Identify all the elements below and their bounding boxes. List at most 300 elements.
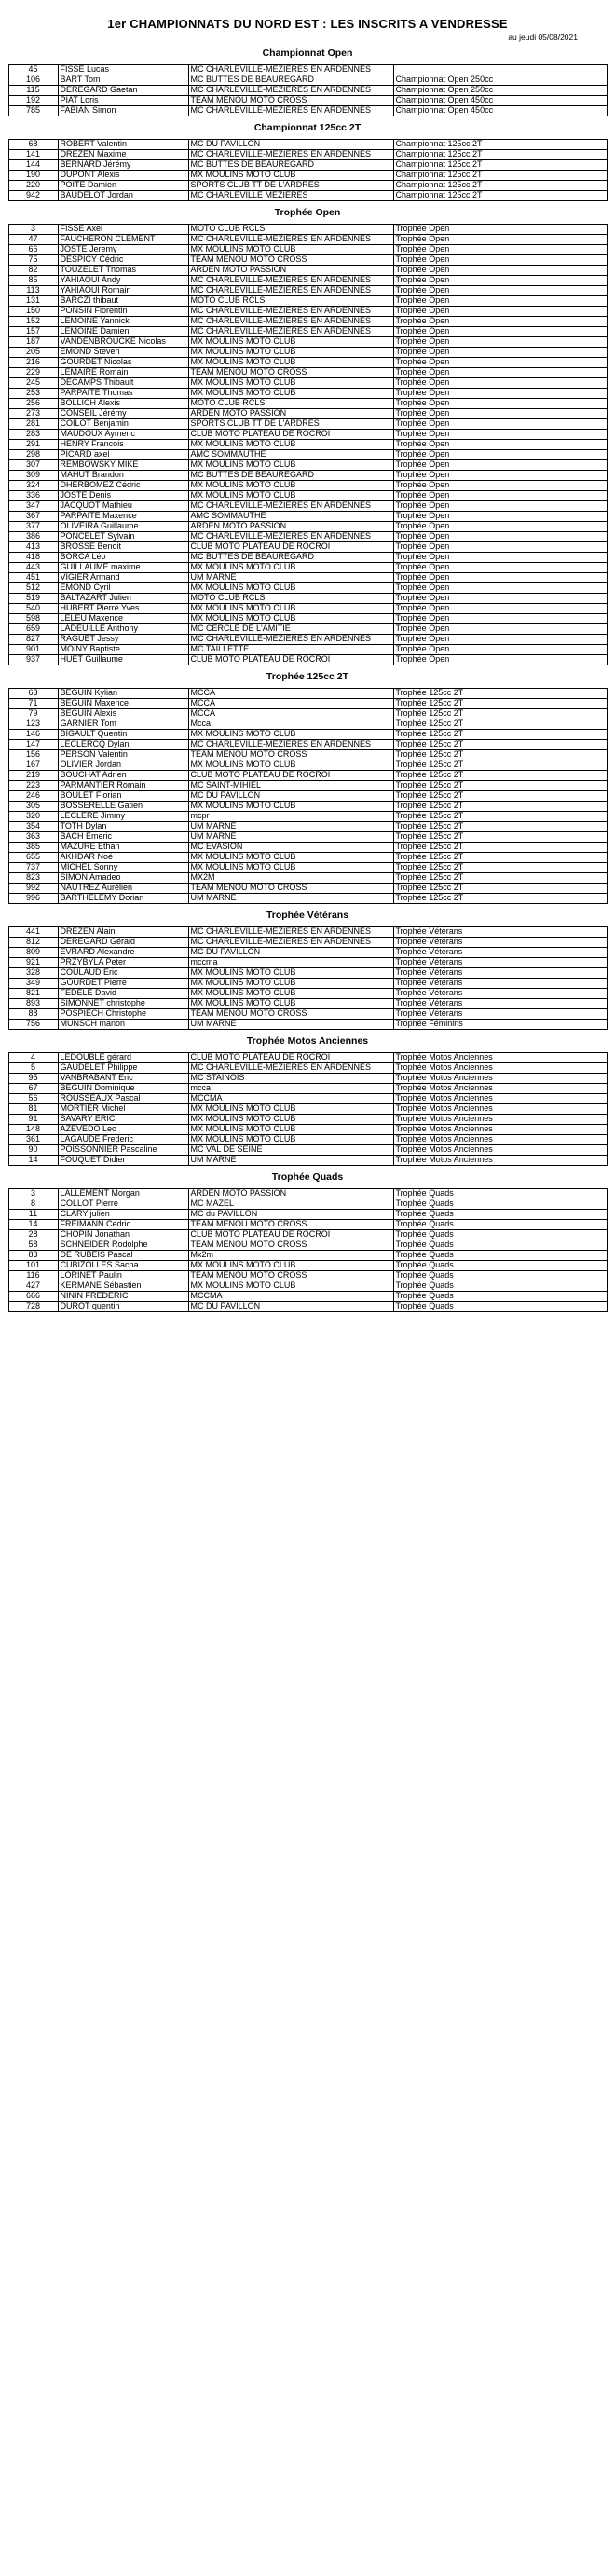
rider-number-cell: 756 bbox=[8, 1020, 58, 1030]
table-row bbox=[8, 689, 607, 699]
table-row bbox=[8, 378, 607, 389]
club-cell: ARDEN MOTO PASSION bbox=[188, 1189, 393, 1199]
table-row bbox=[8, 419, 607, 430]
rider-number-cell: 655 bbox=[8, 853, 58, 863]
rider-name-cell: PIAT Loris bbox=[58, 96, 188, 106]
rider-name-cell: EMOND Cyril bbox=[58, 583, 188, 594]
table-row bbox=[8, 1220, 607, 1230]
club-cell: mcca bbox=[188, 1084, 393, 1094]
rider-name-cell: POITE Damien bbox=[58, 181, 188, 191]
rider-number-cell: 386 bbox=[8, 532, 58, 542]
table-row bbox=[8, 150, 607, 160]
table-row bbox=[8, 1104, 607, 1115]
rider-number-cell: 324 bbox=[8, 481, 58, 491]
club-cell: MX MOULINS MOTO CLUB bbox=[188, 481, 393, 491]
rider-name-cell: DE RUBEIS Pascal bbox=[58, 1251, 188, 1261]
table-row bbox=[8, 501, 607, 512]
table-row bbox=[8, 553, 607, 563]
table-row bbox=[8, 471, 607, 481]
rider-name-cell: MOINY Baptiste bbox=[58, 645, 188, 655]
table-row bbox=[8, 245, 607, 255]
rider-number-cell: 14 bbox=[8, 1220, 58, 1230]
club-cell: MX MOULINS MOTO CLUB bbox=[188, 491, 393, 501]
rider-name-cell: EVRARD Alexandre bbox=[58, 948, 188, 958]
rider-name-cell: EMOND Steven bbox=[58, 348, 188, 358]
table-row bbox=[8, 1125, 607, 1135]
club-cell: MX MOULINS MOTO CLUB bbox=[188, 760, 393, 771]
rider-number-cell: 598 bbox=[8, 614, 58, 624]
club-cell: ARDEN MOTO PASSION bbox=[188, 409, 393, 419]
rider-number-cell: 441 bbox=[8, 927, 58, 938]
rider-name-cell: MUNSCH manon bbox=[58, 1020, 188, 1030]
club-cell: MX MOULINS MOTO CLUB bbox=[188, 460, 393, 471]
rider-number-cell: 192 bbox=[8, 96, 58, 106]
rider-name-cell: FOUQUET Didier bbox=[58, 1156, 188, 1166]
rider-number-cell: 115 bbox=[8, 86, 58, 96]
table-row bbox=[8, 624, 607, 635]
rider-name-cell: BORCA Léo bbox=[58, 553, 188, 563]
club-cell: MX MOULINS MOTO CLUB bbox=[188, 1261, 393, 1271]
rider-number-cell: 336 bbox=[8, 491, 58, 501]
category-cell: Trophée Open bbox=[393, 255, 607, 266]
registrations-table bbox=[8, 1188, 608, 1312]
club-cell: CLUB MOTO PLATEAU DE ROCROI bbox=[188, 1230, 393, 1240]
category-cell: Trophée Quads bbox=[393, 1281, 607, 1292]
category-cell: Trophée Open bbox=[393, 317, 607, 327]
table-row bbox=[8, 522, 607, 532]
club-cell: MC CHARLEVILLE-MEZIERES EN ARDENNES bbox=[188, 938, 393, 948]
category-cell: Trophée 125cc 2T bbox=[393, 791, 607, 802]
club-cell: MC EVASION bbox=[188, 843, 393, 853]
rider-number-cell: 229 bbox=[8, 368, 58, 378]
rider-name-cell: POSPIECH Christophe bbox=[58, 1009, 188, 1020]
club-cell: MX MOULINS MOTO CLUB bbox=[188, 583, 393, 594]
table-row bbox=[8, 1199, 607, 1210]
rider-name-cell: ROUSSEAUX Pascal bbox=[58, 1094, 188, 1104]
rider-number-cell: 3 bbox=[8, 225, 58, 235]
club-cell: MC CHARLEVILLE-MEZIERES EN ARDENNES bbox=[188, 65, 393, 75]
rider-name-cell: BARCZI thibaut bbox=[58, 296, 188, 307]
club-cell: MX MOULINS MOTO CLUB bbox=[188, 1135, 393, 1145]
table-row bbox=[8, 106, 607, 116]
rider-name-cell: SIMONNET christophe bbox=[58, 999, 188, 1009]
rider-name-cell: JOSTE Denis bbox=[58, 491, 188, 501]
club-cell: MC CHARLEVILLE-MEZIERES EN ARDENNES bbox=[188, 327, 393, 337]
table-row bbox=[8, 140, 607, 150]
table-row bbox=[8, 1135, 607, 1145]
category-cell: Championnat 125cc 2T bbox=[393, 181, 607, 191]
table-row bbox=[8, 938, 607, 948]
section-title: Championnat 125cc 2T bbox=[253, 122, 362, 133]
category-cell: Trophée Open bbox=[393, 266, 607, 276]
club-cell: TEAM MENOU MOTO CROSS bbox=[188, 1271, 393, 1281]
table-row bbox=[8, 873, 607, 884]
rider-number-cell: 167 bbox=[8, 760, 58, 771]
category-cell: Trophée Vétérans bbox=[393, 979, 607, 989]
rider-name-cell: BACH Emeric bbox=[58, 832, 188, 843]
club-cell: Mx2m bbox=[188, 1251, 393, 1261]
table-row bbox=[8, 1063, 607, 1074]
rider-number-cell: 144 bbox=[8, 160, 58, 171]
category-cell: Trophée 125cc 2T bbox=[393, 719, 607, 730]
category-cell: Championnat Open 450cc bbox=[393, 96, 607, 106]
rider-number-cell: 220 bbox=[8, 181, 58, 191]
rider-number-cell: 921 bbox=[8, 958, 58, 968]
club-cell: MC CHARLEVILLE-MEZIERES EN ARDENNES bbox=[188, 740, 393, 750]
rider-number-cell: 11 bbox=[8, 1210, 58, 1220]
club-cell: UM MARNE bbox=[188, 1156, 393, 1166]
club-cell: MX MOULINS MOTO CLUB bbox=[188, 171, 393, 181]
category-cell: Trophée Motos Anciennes bbox=[393, 1104, 607, 1115]
table-row bbox=[8, 1094, 607, 1104]
rider-number-cell: 418 bbox=[8, 553, 58, 563]
club-cell: MX MOULINS MOTO CLUB bbox=[188, 853, 393, 863]
rider-number-cell: 116 bbox=[8, 1271, 58, 1281]
table-row bbox=[8, 1230, 607, 1240]
rider-name-cell: CHOPIN Jonathan bbox=[58, 1230, 188, 1240]
registrations-table bbox=[8, 64, 608, 116]
table-row bbox=[8, 286, 607, 296]
rider-name-cell: PONSIN Florentin bbox=[58, 307, 188, 317]
club-cell: MX MOULINS MOTO CLUB bbox=[188, 245, 393, 255]
club-cell: MOTO CLUB RCLS bbox=[188, 594, 393, 604]
table-row bbox=[8, 1210, 607, 1220]
category-cell: Trophée Quads bbox=[393, 1302, 607, 1312]
category-cell: Championnat Open 450cc bbox=[393, 106, 607, 116]
rider-name-cell: GUILLAUME maxime bbox=[58, 563, 188, 573]
rider-name-cell: JOSTE Jeremy bbox=[58, 245, 188, 255]
category-cell: Trophée 125cc 2T bbox=[393, 843, 607, 853]
category-cell: Trophée Féminins bbox=[393, 1020, 607, 1030]
rider-number-cell: 106 bbox=[8, 75, 58, 86]
rider-number-cell: 307 bbox=[8, 460, 58, 471]
rider-number-cell: 91 bbox=[8, 1115, 58, 1125]
category-cell: Trophée Open bbox=[393, 645, 607, 655]
rider-number-cell: 219 bbox=[8, 771, 58, 781]
table-row bbox=[8, 563, 607, 573]
table-row bbox=[8, 235, 607, 245]
rider-name-cell: LADEUILLE Anthony bbox=[58, 624, 188, 635]
category-cell: Trophée Motos Anciennes bbox=[393, 1053, 607, 1063]
table-row bbox=[8, 655, 607, 665]
rider-number-cell: 893 bbox=[8, 999, 58, 1009]
club-cell: CLUB MOTO PLATEAU DE ROCROI bbox=[188, 771, 393, 781]
rider-number-cell: 157 bbox=[8, 327, 58, 337]
rider-name-cell: YAHIAOUI Romain bbox=[58, 286, 188, 296]
rider-number-cell: 281 bbox=[8, 419, 58, 430]
rider-name-cell: CUBIZOLLES Sacha bbox=[58, 1261, 188, 1271]
rider-number-cell: 361 bbox=[8, 1135, 58, 1145]
table-row bbox=[8, 979, 607, 989]
table-row bbox=[8, 999, 607, 1009]
rider-number-cell: 90 bbox=[8, 1145, 58, 1156]
rider-name-cell: SCHNEIDER Rodolphe bbox=[58, 1240, 188, 1251]
club-cell: MC CHARLEVILLE MEZIERES bbox=[188, 191, 393, 201]
category-cell: Trophée Open bbox=[393, 399, 607, 409]
rider-name-cell: LEDOUBLE gérard bbox=[58, 1053, 188, 1063]
rider-name-cell: BEGUIN Maxence bbox=[58, 699, 188, 709]
rider-number-cell: 95 bbox=[8, 1074, 58, 1084]
club-cell: MX MOULINS MOTO CLUB bbox=[188, 999, 393, 1009]
category-cell: Trophée Open bbox=[393, 553, 607, 563]
club-cell: MC DU PAVILLON bbox=[188, 140, 393, 150]
club-cell: MX MOULINS MOTO CLUB bbox=[188, 802, 393, 812]
registrations-table bbox=[8, 224, 608, 665]
rider-number-cell: 56 bbox=[8, 1094, 58, 1104]
category-cell: Championnat 125cc 2T bbox=[393, 150, 607, 160]
rider-name-cell: MORTIER Michel bbox=[58, 1104, 188, 1115]
rider-name-cell: PARPAITE Thomas bbox=[58, 389, 188, 399]
category-cell: Trophée Open bbox=[393, 635, 607, 645]
rider-number-cell: 88 bbox=[8, 1009, 58, 1020]
category-cell: Trophée 125cc 2T bbox=[393, 802, 607, 812]
category-cell: Trophée Open bbox=[393, 512, 607, 522]
table-row bbox=[8, 430, 607, 440]
rider-name-cell: DUROT quentin bbox=[58, 1302, 188, 1312]
table-row bbox=[8, 968, 607, 979]
category-cell: Trophée 125cc 2T bbox=[393, 873, 607, 884]
table-row bbox=[8, 812, 607, 822]
rider-name-cell: CLARY julien bbox=[58, 1210, 188, 1220]
rider-name-cell: DUPONT Alexis bbox=[58, 171, 188, 181]
club-cell: MX MOULINS MOTO CLUB bbox=[188, 979, 393, 989]
club-cell: MC CHARLEVILLE-MEZIERES EN ARDENNES bbox=[188, 317, 393, 327]
club-cell: MX MOULINS MOTO CLUB bbox=[188, 863, 393, 873]
club-cell: TEAM MENOU MOTO CROSS bbox=[188, 368, 393, 378]
registrations-table bbox=[8, 1052, 608, 1166]
rider-name-cell: DHERBOMEZ Cédric bbox=[58, 481, 188, 491]
club-cell: MC CHARLEVILLE-MEZIERES EN ARDENNES bbox=[188, 286, 393, 296]
club-cell: MC SAINT-MIHIEL bbox=[188, 781, 393, 791]
club-cell: MX MOULINS MOTO CLUB bbox=[188, 604, 393, 614]
category-cell: Trophée Motos Anciennes bbox=[393, 1115, 607, 1125]
club-cell: AMC SOMMAUTHE bbox=[188, 512, 393, 522]
category-cell: Trophée Quads bbox=[393, 1261, 607, 1271]
table-row bbox=[8, 160, 607, 171]
club-cell: MC CHARLEVILLE-MEZIERES EN ARDENNES bbox=[188, 532, 393, 542]
rider-name-cell: LEMOINE Yannick bbox=[58, 317, 188, 327]
category-cell: Trophée Vétérans bbox=[393, 938, 607, 948]
rider-name-cell: HUBERT Pierre Yves bbox=[58, 604, 188, 614]
category-cell: Championnat 125cc 2T bbox=[393, 171, 607, 181]
rider-number-cell: 367 bbox=[8, 512, 58, 522]
table-row bbox=[8, 1156, 607, 1166]
club-cell: AMC SOMMAUTHE bbox=[188, 450, 393, 460]
section-title: Trophée Open bbox=[274, 207, 341, 218]
rider-name-cell: PICARD axel bbox=[58, 450, 188, 460]
category-cell: Trophée 125cc 2T bbox=[393, 750, 607, 760]
club-cell: MC CHARLEVILLE-MEZIERES EN ARDENNES bbox=[188, 276, 393, 286]
club-cell: UM MARNE bbox=[188, 1020, 393, 1030]
table-row bbox=[8, 450, 607, 460]
category-cell: Trophée Open bbox=[393, 501, 607, 512]
rider-number-cell: 666 bbox=[8, 1292, 58, 1302]
category-cell: Trophée Open bbox=[393, 655, 607, 665]
rider-number-cell: 256 bbox=[8, 399, 58, 409]
table-row bbox=[8, 709, 607, 719]
category-cell: Trophée Open bbox=[393, 286, 607, 296]
table-row bbox=[8, 1115, 607, 1125]
category-cell: Trophée Open bbox=[393, 450, 607, 460]
rider-name-cell: LALLEMENT Morgan bbox=[58, 1189, 188, 1199]
rider-number-cell: 245 bbox=[8, 378, 58, 389]
club-cell: MC CHARLEVILLE-MEZIERES EN ARDENNES bbox=[188, 150, 393, 160]
category-cell: Trophée Vétérans bbox=[393, 958, 607, 968]
club-cell: MC DU PAVILLON bbox=[188, 1302, 393, 1312]
club-cell: Mcca bbox=[188, 719, 393, 730]
table-row bbox=[8, 307, 607, 317]
rider-name-cell: BIGAULT Quentin bbox=[58, 730, 188, 740]
table-row bbox=[8, 927, 607, 938]
rider-name-cell: DREZEN Alain bbox=[58, 927, 188, 938]
rider-name-cell: KERMANE Sébastien bbox=[58, 1281, 188, 1292]
rider-number-cell: 190 bbox=[8, 171, 58, 181]
rider-number-cell: 5 bbox=[8, 1063, 58, 1074]
club-cell: TEAM MENOU MOTO CROSS bbox=[188, 255, 393, 266]
club-cell: MX MOULINS MOTO CLUB bbox=[188, 1104, 393, 1115]
table-row bbox=[8, 491, 607, 501]
category-cell: Trophée Open bbox=[393, 307, 607, 317]
rider-name-cell: NININ FREDERIC bbox=[58, 1292, 188, 1302]
table-row bbox=[8, 65, 607, 75]
category-cell: Trophée Open bbox=[393, 276, 607, 286]
rider-name-cell: LORINET Paulin bbox=[58, 1271, 188, 1281]
category-cell: Trophée Quads bbox=[393, 1199, 607, 1210]
club-cell: TEAM MENOU MOTO CROSS bbox=[188, 884, 393, 894]
table-row bbox=[8, 573, 607, 583]
club-cell: MC CHARLEVILLE-MEZIERES EN ARDENNES bbox=[188, 86, 393, 96]
category-cell: Trophée Motos Anciennes bbox=[393, 1084, 607, 1094]
category-cell: Trophée Open bbox=[393, 604, 607, 614]
table-row bbox=[8, 1281, 607, 1292]
sections-container bbox=[0, 48, 615, 1312]
category-cell: Trophée Quads bbox=[393, 1189, 607, 1199]
rider-name-cell: PONCELET Sylvain bbox=[58, 532, 188, 542]
rider-name-cell: FISSE Axel bbox=[58, 225, 188, 235]
rider-number-cell: 3 bbox=[8, 1189, 58, 1199]
category-cell: Trophée Motos Anciennes bbox=[393, 1074, 607, 1084]
rider-name-cell: LEMAIRE Romain bbox=[58, 368, 188, 378]
category-cell: Trophée Open bbox=[393, 440, 607, 450]
table-row bbox=[8, 802, 607, 812]
table-row bbox=[8, 337, 607, 348]
rider-name-cell: LECLERCQ Dylan bbox=[58, 740, 188, 750]
club-cell: MX2M bbox=[188, 873, 393, 884]
category-cell: Trophée Quads bbox=[393, 1230, 607, 1240]
rider-number-cell: 273 bbox=[8, 409, 58, 419]
rider-number-cell: 147 bbox=[8, 740, 58, 750]
rider-number-cell: 821 bbox=[8, 989, 58, 999]
category-cell: Trophée Open bbox=[393, 563, 607, 573]
table-row bbox=[8, 481, 607, 491]
rider-name-cell: COLLOT Pierre bbox=[58, 1199, 188, 1210]
club-cell: MX MOULINS MOTO CLUB bbox=[188, 1115, 393, 1125]
category-cell: Trophée Open bbox=[393, 225, 607, 235]
table-row bbox=[8, 822, 607, 832]
rider-name-cell: COILOT Benjamin bbox=[58, 419, 188, 430]
table-row bbox=[8, 1271, 607, 1281]
club-cell: TEAM MENOU MOTO CROSS bbox=[188, 1009, 393, 1020]
rider-number-cell: 67 bbox=[8, 1084, 58, 1094]
category-cell: Trophée Open bbox=[393, 542, 607, 553]
category-cell: Trophée 125cc 2T bbox=[393, 709, 607, 719]
table-row bbox=[8, 399, 607, 409]
rider-number-cell: 58 bbox=[8, 1240, 58, 1251]
club-cell: MC CHARLEVILLE-MEZIERES EN ARDENNES bbox=[188, 235, 393, 245]
table-row bbox=[8, 791, 607, 802]
category-cell: Trophée Vétérans bbox=[393, 948, 607, 958]
rider-name-cell: DEREGARD Gaetan bbox=[58, 86, 188, 96]
rider-number-cell: 156 bbox=[8, 750, 58, 760]
table-row bbox=[8, 171, 607, 181]
club-cell: MX MOULINS MOTO CLUB bbox=[188, 1125, 393, 1135]
table-row bbox=[8, 645, 607, 655]
rider-number-cell: 47 bbox=[8, 235, 58, 245]
rider-number-cell: 512 bbox=[8, 583, 58, 594]
category-cell: Trophée Open bbox=[393, 481, 607, 491]
rider-name-cell: BEGUIN Alexis bbox=[58, 709, 188, 719]
rider-name-cell: FABIAN Simon bbox=[58, 106, 188, 116]
rider-name-cell: GARNIER Tom bbox=[58, 719, 188, 730]
category-cell: Trophée Open bbox=[393, 430, 607, 440]
club-cell: MC CHARLEVILLE-MEZIERES EN ARDENNES bbox=[188, 106, 393, 116]
table-row bbox=[8, 760, 607, 771]
rider-number-cell: 83 bbox=[8, 1251, 58, 1261]
rider-name-cell: YAHIAOUI Andy bbox=[58, 276, 188, 286]
rider-number-cell: 152 bbox=[8, 317, 58, 327]
registrations-table bbox=[8, 139, 608, 201]
table-row bbox=[8, 266, 607, 276]
category-cell: Trophée Motos Anciennes bbox=[393, 1145, 607, 1156]
rider-number-cell: 823 bbox=[8, 873, 58, 884]
club-cell: CLUB MOTO PLATEAU DE ROCROI bbox=[188, 1053, 393, 1063]
rider-name-cell: DECAMPS Thibault bbox=[58, 378, 188, 389]
club-cell: MX MOULINS MOTO CLUB bbox=[188, 614, 393, 624]
table-row bbox=[8, 989, 607, 999]
rider-name-cell: MAUDOUX Aymeric bbox=[58, 430, 188, 440]
rider-name-cell: AZEVEDO Leo bbox=[58, 1125, 188, 1135]
rider-number-cell: 101 bbox=[8, 1261, 58, 1271]
table-row bbox=[8, 1020, 607, 1030]
rider-name-cell: MICHEL Sonny bbox=[58, 863, 188, 873]
table-row bbox=[8, 843, 607, 853]
rider-number-cell: 809 bbox=[8, 948, 58, 958]
club-cell: MCCA bbox=[188, 709, 393, 719]
table-row bbox=[8, 594, 607, 604]
section-title: Trophée Quads bbox=[271, 1172, 344, 1183]
club-cell: MC BUTTES DE BEAUREGARD bbox=[188, 75, 393, 86]
club-cell: MCCA bbox=[188, 689, 393, 699]
rider-number-cell: 363 bbox=[8, 832, 58, 843]
club-cell: UM MARNE bbox=[188, 573, 393, 583]
category-cell: Trophée Quads bbox=[393, 1220, 607, 1230]
category-cell: Trophée 125cc 2T bbox=[393, 853, 607, 863]
club-cell: MC CHARLEVILLE-MEZIERES EN ARDENNES bbox=[188, 307, 393, 317]
category-cell: Trophée Open bbox=[393, 245, 607, 255]
rider-name-cell: PRZYBYLA Peter bbox=[58, 958, 188, 968]
category-cell: Trophée Open bbox=[393, 573, 607, 583]
rider-number-cell: 148 bbox=[8, 1125, 58, 1135]
rider-number-cell: 131 bbox=[8, 296, 58, 307]
rider-name-cell: CONSEIL Jérémy bbox=[58, 409, 188, 419]
club-cell: MC MAZEL bbox=[188, 1199, 393, 1210]
table-row bbox=[8, 884, 607, 894]
club-cell: ARDEN MOTO PASSION bbox=[188, 266, 393, 276]
table-row bbox=[8, 86, 607, 96]
rider-name-cell: GOURDET Pierre bbox=[58, 979, 188, 989]
category-cell: Trophée 125cc 2T bbox=[393, 740, 607, 750]
category-cell: Trophée Open bbox=[393, 378, 607, 389]
